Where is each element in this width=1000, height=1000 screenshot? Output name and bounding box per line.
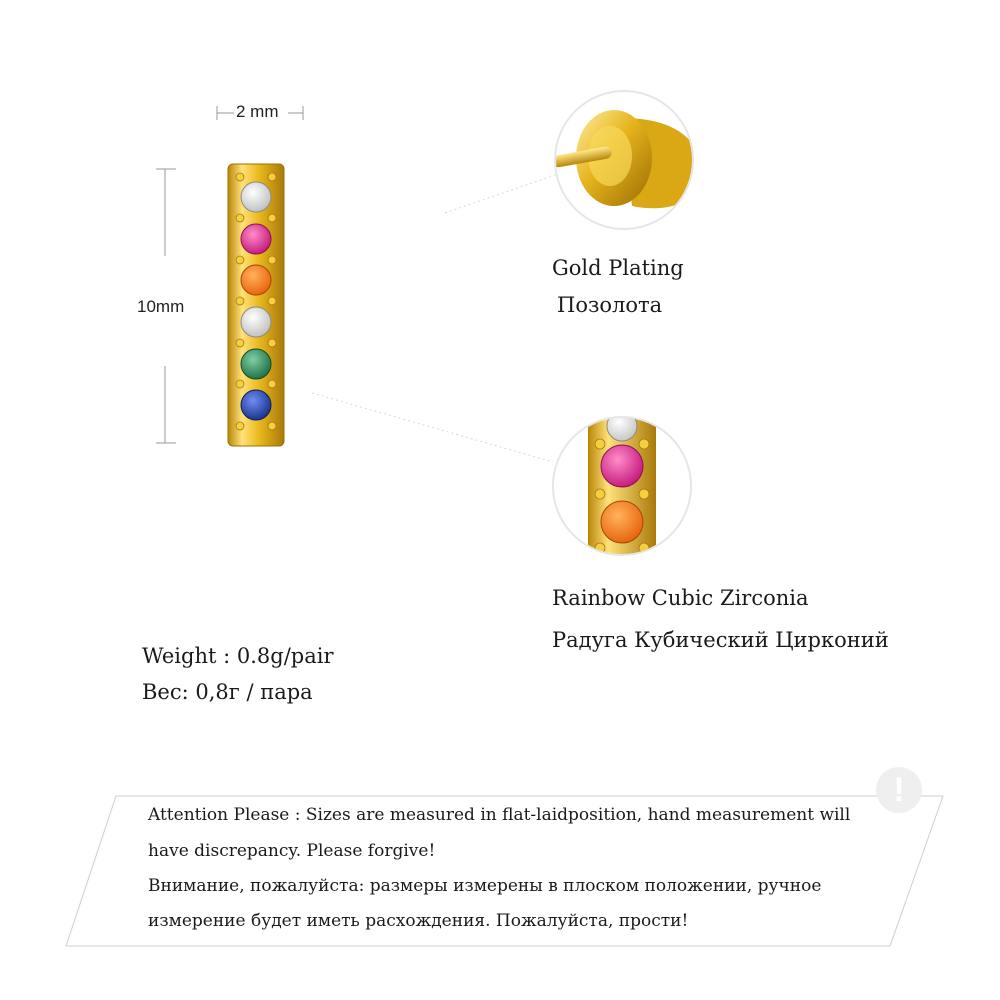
zirconia-detail-image bbox=[550, 414, 694, 558]
notice-line-3: Внимание, пожалуйста: размеры измерены в плоском положении, ручное bbox=[148, 876, 822, 896]
earring-bar-image bbox=[222, 160, 292, 450]
stone-orange bbox=[241, 265, 271, 295]
stone-clear bbox=[241, 307, 271, 337]
zirconia-title-ru: Радуга Кубический Цирконий bbox=[552, 628, 889, 652]
weight-en: Weight : 0.8g/pair bbox=[142, 644, 334, 668]
stone-white bbox=[241, 182, 271, 212]
zirconia-title-en: Rainbow Cubic Zirconia bbox=[552, 586, 809, 610]
stone-green bbox=[241, 349, 271, 379]
stone-pink bbox=[241, 224, 271, 254]
stone-blue bbox=[241, 390, 271, 420]
height-dimension-label: 10mm bbox=[137, 297, 185, 316]
notice-line-4: измерение будет иметь расхождения. Пожалуйста, прости! bbox=[148, 911, 689, 931]
notice-line-2: have discrepancy. Please forgive! bbox=[148, 841, 436, 861]
gold-plating-title-en: Gold Plating bbox=[552, 256, 684, 280]
weight-ru: Вес: 0,8г / пара bbox=[142, 680, 313, 704]
exclamation-icon: ! bbox=[876, 767, 922, 813]
gold-plating-detail-image bbox=[552, 88, 696, 232]
gold-plating-title-ru: Позолота bbox=[557, 293, 663, 317]
notice-line-1: Attention Please : Sizes are measured in flat-laidposition, hand measurement will bbox=[148, 805, 851, 825]
width-dimension-label: 2 mm bbox=[236, 102, 279, 121]
